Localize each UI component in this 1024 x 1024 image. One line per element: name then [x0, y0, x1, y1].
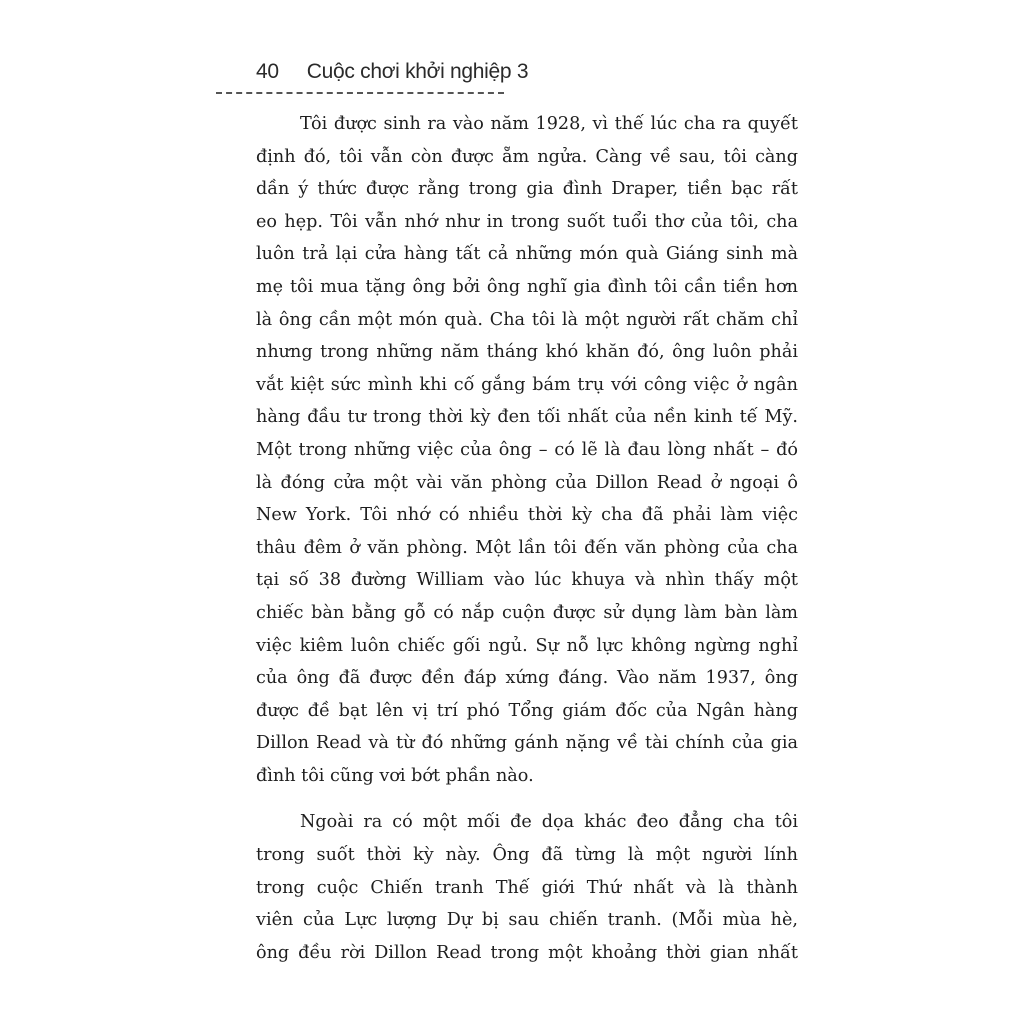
text-line: dần ý thức được rằng trong gia đình Draper, tiền bạc rất [256, 179, 798, 200]
text-line: được đề bạt lên vị trí phó Tổng giám đốc của Ngân hàng [256, 700, 798, 721]
text-line: Dillon Read và từ đó những gánh nặng về tài chính của gia [256, 733, 798, 754]
text-line: mẹ tôi mua tặng ông bởi ông nghĩ gia đình tôi cần tiền hơn [256, 276, 798, 297]
text-line: eo hẹp. Tôi vẫn nhớ như in trong suốt tuổi thơ của tôi, cha [256, 211, 798, 232]
book-title: Cuộc chơi khởi nghiệp 3 [306, 60, 529, 83]
text-line: định đó, tôi vẫn còn được ẵm ngửa. Càng về sau, tôi càng [256, 146, 798, 167]
text-line: của ông đã được đền đáp xứng đáng. Vào năm 1937, ông [256, 668, 798, 689]
text-line: New York. Tôi nhớ có nhiều thời kỳ cha đã phải làm việc [256, 505, 798, 526]
paragraph [256, 806, 798, 969]
text-line: tại số 38 đường William vào lúc khuya và nhìn thấy một [256, 570, 798, 591]
text-line: chiếc bàn bằng gỗ có nắp cuộn được sử dụng làm bàn làm [256, 602, 798, 623]
text-line: Tôi được sinh ra vào năm 1928, vì thế lúc cha ra quyết [300, 114, 798, 134]
text-line: hàng đầu tư trong thời kỳ đen tối nhất của nền kinh tế Mỹ. [256, 407, 798, 428]
body-text [256, 108, 798, 969]
header-divider [216, 92, 504, 94]
text-line: là ông cần một món quà. Cha tôi là một người rất chăm chỉ [256, 309, 798, 330]
text-line: trong cuộc Chiến tranh Thế giới Thứ nhất và là thành [256, 877, 798, 898]
running-head [256, 60, 528, 88]
text-line: việc kiêm luôn chiếc gối ngủ. Sự nỗ lực không ngừng nghỉ [256, 635, 798, 656]
text-line: vắt kiệt sức mình khi cố gắng bám trụ với công việc ở ngân [256, 374, 798, 395]
paragraph [256, 108, 798, 792]
text-line: viên của Lực lượng Dự bị sau chiến tranh. (Mỗi mùa hè, [256, 910, 798, 931]
text-line: trong suốt thời kỳ này. Ông đã từng là một người lính [256, 845, 798, 866]
text-line: đình tôi cũng vơi bớt phần nào. [256, 765, 534, 786]
text-line: thâu đêm ở văn phòng. Một lần tôi đến văn phòng của cha [256, 537, 798, 558]
text-line: ông đều rời Dillon Read trong một khoảng thời gian nhất [256, 942, 798, 963]
text-line: Ngoài ra có một mối đe dọa khác đeo đẳng cha tôi [300, 812, 798, 833]
text-line: là đóng cửa một vài văn phòng của Dillon Read ở ngoại ô [256, 472, 798, 493]
page-number: 40 [256, 60, 279, 83]
text-line: nhưng trong những năm tháng khó khăn đó, ông luôn phải [256, 342, 798, 363]
text-line: Một trong những việc của ông – có lẽ là đau lòng nhất – đó [256, 439, 798, 460]
text-line: luôn trả lại cửa hàng tất cả những món quà Giáng sinh mà [256, 244, 798, 265]
